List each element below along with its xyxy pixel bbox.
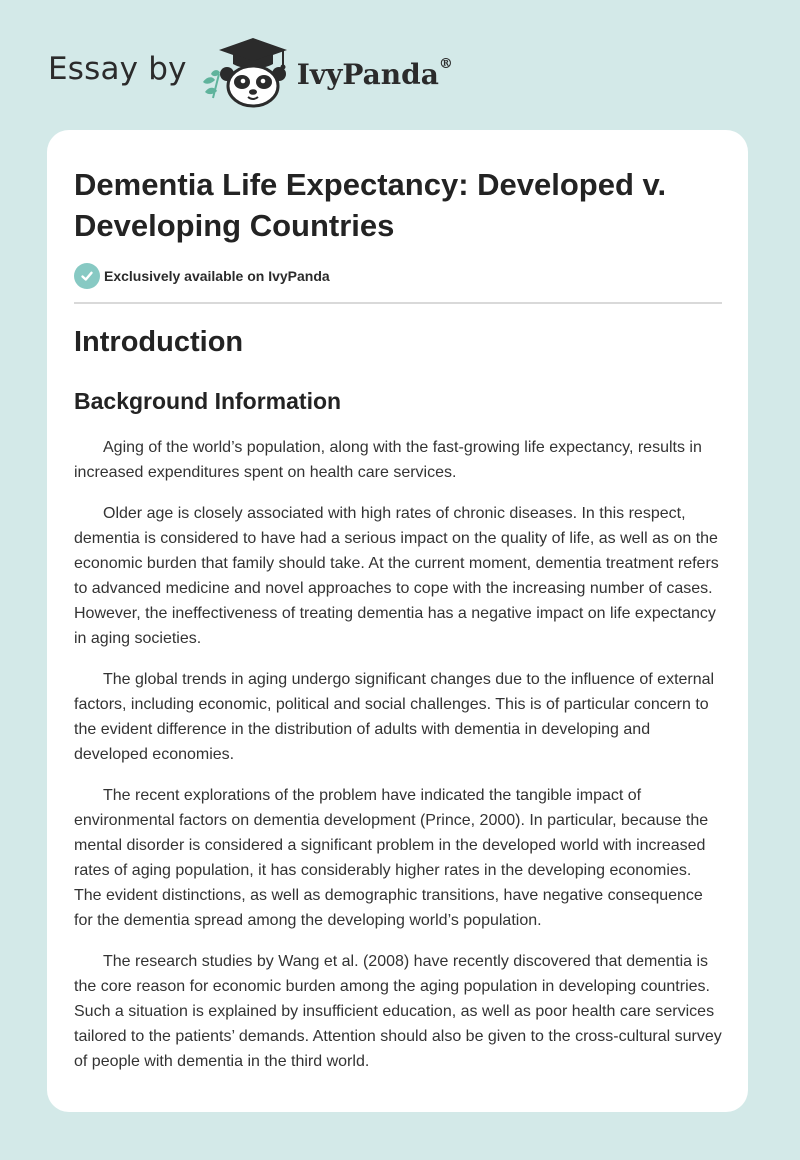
paragraph: The global trends in aging undergo significant changes due to the influence of external factors, including economic, political and social challenges. This is of particular concern to the evident difference in the distribution of adults with dementia in developing and developed economies. xyxy=(74,671,715,763)
paragraph: The recent explorations of the problem have indicated the tangible impact of environmental factors on dementia development (Prince, 2000). In particular, because the mental disorder is considered a significant problem in the developed world with increased rates of aging population, it has considerably higher rates in the developing economies. The evident distinctions, as well as demographic transitions, have negative consequence for the dementia spread among the developing world’s population. xyxy=(74,787,709,929)
registered-mark: ® xyxy=(438,55,453,72)
essay-by-label: Essay by xyxy=(48,51,187,87)
check-icon xyxy=(74,263,100,289)
essay-card xyxy=(47,130,748,1112)
essay-body xyxy=(74,435,722,1090)
divider xyxy=(74,302,722,304)
exclusive-badge xyxy=(74,263,330,289)
section-heading-introduction: Introduction xyxy=(74,326,244,358)
subsection-heading-background: Background Information xyxy=(74,388,342,414)
paragraph: The research studies by Wang et al. (2008) have recently discovered that dementia is the core reason for economic burden among the aging population in developing countries. Such a situation is explained by insufficient education, as well as poor health care services tailored to the patients’ demands. Attention should also be given to the cross-cultural survey of people with dementia in the third world. xyxy=(74,953,722,1070)
paragraph: Aging of the world’s population, along with the fast-growing life expectancy, results in increased expenditures spent on health care services. xyxy=(74,439,702,481)
paragraph: Older age is closely associated with high rates of chronic diseases. In this respect, dementia is considered to have had a serious impact on the quality of life, as well as on the economic burden that family should take. At the current moment, dementia treatment refers to advanced medicine and novel approaches to cope with the increasing number of cases. However, the ineffectiveness of treating dementia has a negative impact on life expectancy in aging societies. xyxy=(74,505,719,647)
panda-logo-icon[interactable] xyxy=(197,36,293,108)
brand-name[interactable]: IvyPanda® xyxy=(296,55,453,91)
essay-title: Dementia Life Expectancy: Developed v. Developing Countries xyxy=(74,167,667,243)
exclusive-badge-label: Exclusively available on IvyPanda xyxy=(104,268,330,284)
site-header xyxy=(48,36,453,108)
